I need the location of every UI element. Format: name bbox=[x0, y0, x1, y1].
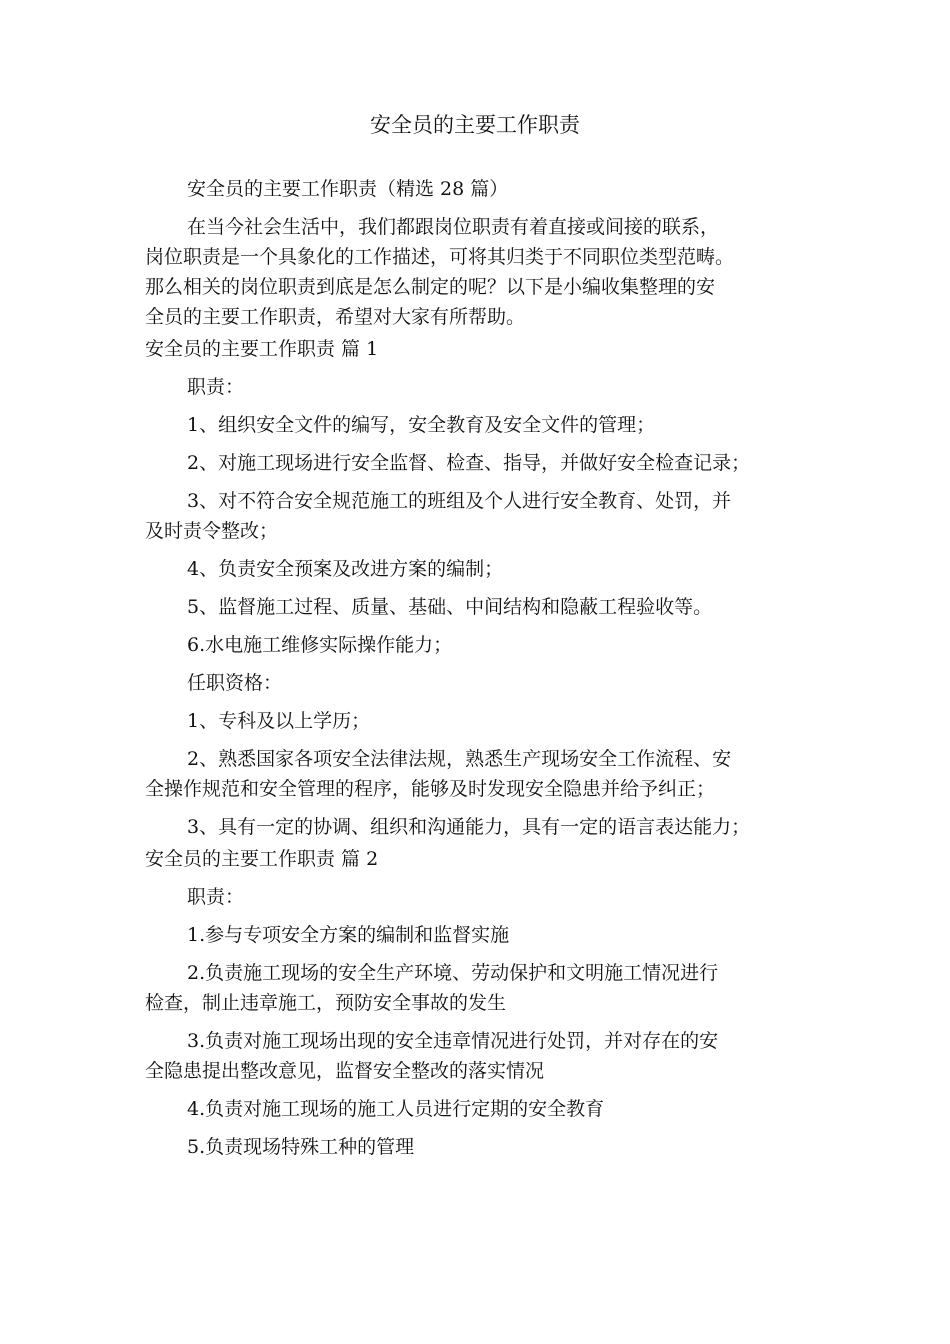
duty-line: 及时责令整改； bbox=[145, 520, 279, 542]
duty-line: 1、组织安全文件的编写，安全教育及安全文件的管理； bbox=[187, 414, 656, 436]
section-2-heading: 安全员的主要工作职责 篇 2 bbox=[145, 848, 379, 870]
duty-line: 5、监督施工过程、质量、基础、中间结构和隐蔽工程验收等。 bbox=[187, 596, 713, 618]
section-1-duty-item bbox=[145, 410, 825, 440]
duty-line: 检查，制止违章施工，预防安全事故的发生 bbox=[145, 992, 507, 1014]
section-2-duty-item bbox=[145, 920, 825, 950]
intro-paragraph bbox=[145, 212, 825, 332]
duty-line: 5.负责现场特殊工种的管理 bbox=[187, 1136, 415, 1158]
section-2-duty-item bbox=[145, 1026, 825, 1086]
section-1-qualification-item bbox=[145, 812, 825, 842]
duty-line: 3.负责对施工现场出现的安全违章情况进行处罚，并对存在的安 bbox=[187, 1030, 719, 1052]
duty-line: 2.负责施工现场的安全生产环境、劳动保护和文明施工情况进行 bbox=[187, 962, 719, 984]
qualification-line: 1、专科及以上学历； bbox=[187, 710, 371, 732]
qualification-line: 2、熟悉国家各项安全法律法规，熟悉生产现场安全工作流程、安 bbox=[187, 748, 732, 770]
intro-line: 岗位职责是一个具象化的工作描述，可将其归类于不同职位类型范畴。 bbox=[145, 246, 735, 268]
section-1-qualification-item bbox=[145, 744, 825, 804]
duty-line: 1.参与专项安全方案的编制和监督实施 bbox=[187, 924, 510, 946]
duty-line: 4.负责对施工现场的施工人员进行定期的安全教育 bbox=[187, 1098, 605, 1120]
document-subtitle: 安全员的主要工作职责（精选 28 篇） bbox=[187, 178, 509, 200]
intro-line: 在当今社会生活中，我们都跟岗位职责有着直接或间接的联系， bbox=[187, 216, 720, 238]
intro-line: 全员的主要工作职责，希望对大家有所帮助。 bbox=[145, 306, 526, 328]
intro-line: 那么相关的岗位职责到底是怎么制定的呢？以下是小编收集整理的安 bbox=[145, 276, 716, 298]
duty-line: 3、对不符合安全规范施工的班组及个人进行安全教育、处罚，并 bbox=[187, 490, 732, 512]
section-2-duty-item bbox=[145, 1094, 825, 1124]
section-2-duties-label: 职责： bbox=[187, 886, 245, 908]
qualification-line: 全操作规范和安全管理的程序，能够及时发现安全隐患并给予纠正； bbox=[145, 778, 716, 800]
section-1-duty-item bbox=[145, 592, 825, 622]
section-1-qualifications-label: 任职资格： bbox=[187, 672, 283, 694]
duty-line: 2、对施工现场进行安全监督、检查、指导，并做好安全检查记录； bbox=[187, 452, 751, 474]
document-body bbox=[145, 174, 825, 1170]
section-1-duty-item bbox=[145, 554, 825, 584]
duty-line: 6.水电施工维修实际操作能力； bbox=[187, 634, 453, 656]
document-title: 安全员的主要工作职责 bbox=[370, 113, 580, 137]
duty-line: 4、负责安全预案及改进方案的编制； bbox=[187, 558, 504, 580]
section-1-duty-item bbox=[145, 630, 825, 660]
section-2-duty-item bbox=[145, 1132, 825, 1162]
section-1-duty-item bbox=[145, 486, 825, 546]
section-2-duty-item bbox=[145, 958, 825, 1018]
section-1-duty-item bbox=[145, 448, 825, 478]
duty-line: 全隐患提出整改意见，监督安全整改的落实情况 bbox=[145, 1060, 545, 1082]
qualification-line: 3、具有一定的协调、组织和沟通能力，具有一定的语言表达能力； bbox=[187, 816, 751, 838]
section-1-duties-label: 职责： bbox=[187, 376, 245, 398]
section-1-heading: 安全员的主要工作职责 篇 1 bbox=[145, 338, 379, 360]
section-1-qualification-item bbox=[145, 706, 825, 736]
